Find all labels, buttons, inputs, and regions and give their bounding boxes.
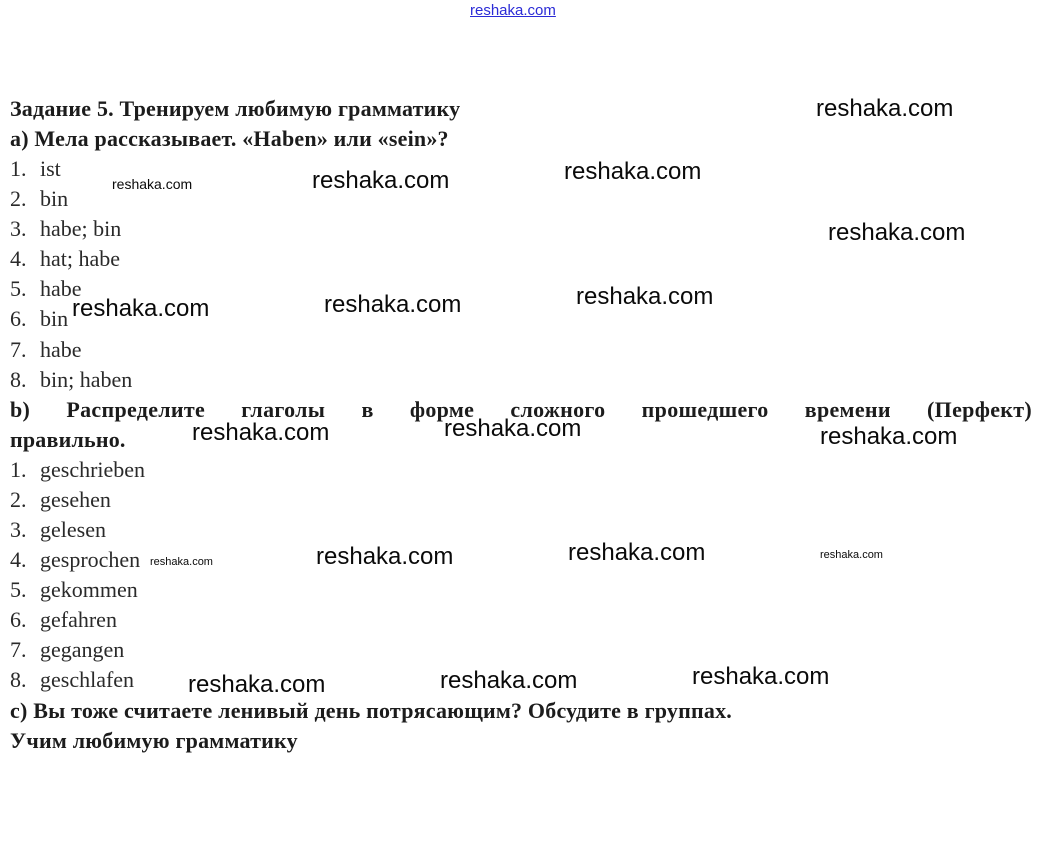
watermark: reshaka.com bbox=[828, 219, 966, 246]
item-text: ist bbox=[40, 156, 61, 181]
list-item bbox=[10, 244, 1032, 274]
list-item bbox=[10, 575, 1032, 605]
watermark: reshaka.com bbox=[112, 176, 193, 192]
item-number: 5. bbox=[10, 577, 27, 603]
item-text: habe bbox=[40, 336, 82, 362]
item-number: 6. bbox=[10, 607, 27, 633]
item-number: 2. bbox=[10, 486, 27, 512]
watermark: reshaka.com bbox=[820, 423, 958, 450]
part-c-heading: c) Вы тоже считаете ленивый день потрясающим? Обсудите в группах. bbox=[10, 697, 732, 723]
watermark: reshaka.com bbox=[188, 671, 326, 698]
item-number: 4. bbox=[10, 246, 27, 272]
item-number: 1. bbox=[10, 456, 27, 482]
item-number: 6. bbox=[10, 306, 27, 332]
item-text: bin; haben bbox=[40, 366, 133, 392]
item-number: 3. bbox=[10, 516, 27, 542]
list-item bbox=[10, 455, 1032, 485]
part-b-heading-line2: правильно. bbox=[10, 426, 126, 452]
item-number: 7. bbox=[10, 336, 27, 362]
list-item bbox=[10, 605, 1032, 635]
watermark: reshaka.com bbox=[692, 663, 830, 690]
watermark: reshaka.com bbox=[72, 295, 210, 322]
watermark: reshaka.com bbox=[820, 549, 883, 561]
item-text: gegangen bbox=[40, 637, 125, 663]
item-number: 1. bbox=[10, 156, 27, 181]
watermark: reshaka.com bbox=[440, 667, 578, 694]
watermark: reshaka.com bbox=[568, 539, 706, 566]
item-text: habe bbox=[40, 276, 82, 302]
item-text: hat; habe bbox=[40, 246, 121, 272]
watermark: reshaka.com bbox=[316, 543, 454, 570]
item-number: 5. bbox=[10, 276, 27, 302]
item-text: gesprochen bbox=[40, 547, 141, 573]
watermark: reshaka.com bbox=[312, 167, 450, 194]
list-item bbox=[10, 335, 1032, 365]
item-text: gefahren bbox=[40, 607, 117, 633]
list-item bbox=[10, 365, 1032, 395]
item-text: habe; bin bbox=[40, 216, 122, 242]
watermark: reshaka.com bbox=[576, 283, 714, 310]
item-text: gesehen bbox=[40, 486, 111, 512]
watermark: reshaka.com bbox=[816, 95, 954, 122]
watermark: reshaka.com bbox=[150, 556, 213, 568]
list-item bbox=[10, 485, 1032, 515]
part-a-heading: a) Мела рассказывает. «Haben» или «sein»? bbox=[10, 126, 449, 151]
item-number: 4. bbox=[10, 547, 27, 573]
item-text: geschrieben bbox=[40, 456, 146, 482]
item-text: bin bbox=[40, 186, 69, 212]
watermark: reshaka.com bbox=[324, 291, 462, 318]
watermark: reshaka.com bbox=[192, 419, 330, 446]
item-text: bin bbox=[40, 306, 69, 332]
item-text: gekommen bbox=[40, 577, 138, 603]
item-text: geschlafen bbox=[40, 667, 135, 693]
item-number: 7. bbox=[10, 637, 27, 663]
footer-title: Учим любимую грамматику bbox=[10, 727, 298, 753]
item-text: gelesen bbox=[40, 516, 106, 542]
item-number: 8. bbox=[10, 366, 27, 392]
item-number: 8. bbox=[10, 667, 27, 693]
list-item bbox=[10, 515, 1032, 545]
list-item bbox=[10, 635, 1032, 665]
watermark: reshaka.com bbox=[444, 415, 582, 442]
part-b-heading-line1: b) Распределите глаголы в форме сложного прошедшего времени (Перфект) bbox=[10, 396, 1032, 422]
task-title: Задание 5. Тренируем любимую грамматику bbox=[10, 96, 461, 121]
item-number: 3. bbox=[10, 216, 27, 242]
watermark: reshaka.com bbox=[564, 158, 702, 185]
source-link[interactable]: reshaka.com bbox=[470, 2, 556, 19]
item-number: 2. bbox=[10, 186, 27, 212]
